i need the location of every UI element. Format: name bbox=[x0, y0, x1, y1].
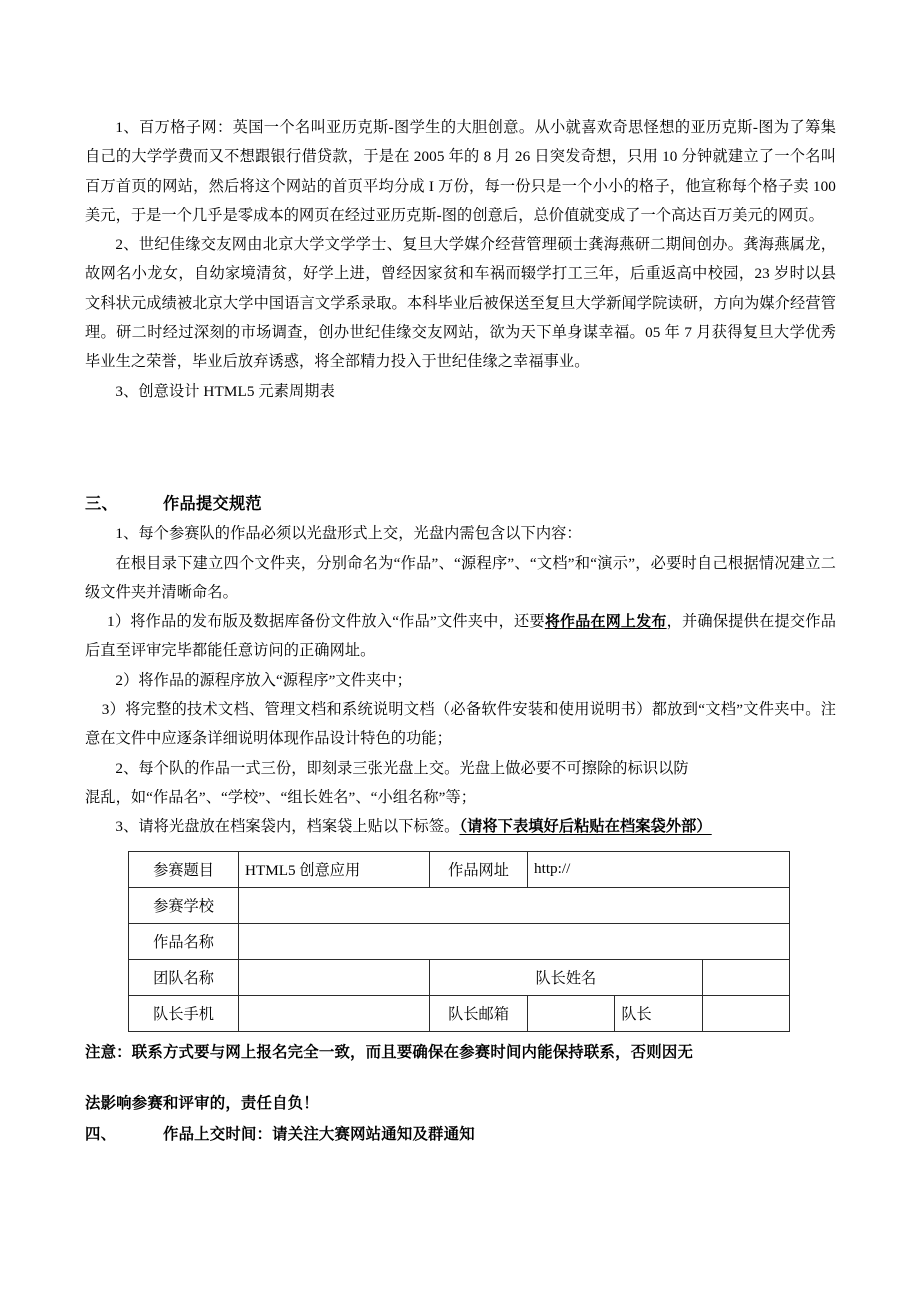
cell-value-leader[interactable] bbox=[702, 995, 789, 1031]
submission-paragraph-2: 在根目录下建立四个文件夹，分别命名为“作品”、“源程序”、“文档”和“演示”，必要时自己根据情况建立二级文件夹并清晰命名。 bbox=[85, 554, 836, 601]
footer-note-line-1: 注意：联系方式要与网上报名完全一致，而且要确保在参赛时间内能保持联系，否则因无 bbox=[85, 1043, 694, 1061]
cell-value-team-name[interactable] bbox=[239, 959, 430, 995]
cell-label-leader-email: 队长邮箱 bbox=[430, 995, 528, 1031]
submission-paragraph-5: 3）将完整的技术文档、管理文档和系统说明文档（必备软件安装和使用说明书）都放到“文档”文件夹中。注意在文件中应逐条详细说明体现作品设计特色的功能； bbox=[85, 701, 836, 748]
table-row bbox=[129, 887, 790, 923]
cell-label-leader-name: 队长姓名 bbox=[430, 959, 703, 995]
section-heading-four bbox=[85, 1120, 836, 1149]
cell-label-topic: 参赛题目 bbox=[129, 851, 239, 887]
paragraph-item-1: 1、百万格子网：英国一个名叫亚历克斯-图学生的大胆创意。从小就喜欢奇思怪想的亚历克斯-图为了筹集自己的大学学费而又不想跟银行借贷款，于是在 2005 年的 8 月 26 日突发奇想，只用 10 分钟就建立了一个名叫百万首页的网站，然后将这个网站的首页平均分成 I 万份，每一份只是一个小小的格子，他宣称每个格子卖 100 美元，于是一个几乎是零成本的网页在经过亚历克斯-图的创意后，总价值就变成了一个高达百万美元的网页。 bbox=[85, 119, 836, 224]
section-heading-three bbox=[85, 490, 836, 519]
section-four-number: 四、 bbox=[85, 1126, 117, 1144]
cell-label-leader-phone: 队长手机 bbox=[129, 995, 239, 1031]
cell-value-topic[interactable]: HTML5 创意应用 bbox=[239, 851, 430, 887]
submission-paragraph-8 bbox=[85, 812, 836, 841]
cell-value-leader-name[interactable] bbox=[702, 959, 789, 995]
cell-value-school[interactable] bbox=[239, 887, 790, 923]
submission-p8-emphasis: （请将下表填好后粘贴在档案袋外部） bbox=[459, 818, 712, 836]
table-row bbox=[129, 923, 790, 959]
submission-p3-before: 1）将作品的发布版及数据库备份文件放入“作品”文件夹中，还要 bbox=[107, 613, 545, 631]
cell-value-work-name[interactable] bbox=[239, 923, 790, 959]
cell-label-leader: 队长 bbox=[615, 995, 702, 1031]
submission-p3-after: ，并确保提供在提交作品后直至评审完毕都能任意访问的正确网址。 bbox=[85, 613, 836, 660]
section-three-number: 三、 bbox=[85, 494, 118, 513]
table-row bbox=[129, 959, 790, 995]
section-three-title: 作品提交规范 bbox=[163, 494, 262, 513]
submission-paragraph-4: 2）将作品的源程序放入“源程序”文件夹中； bbox=[115, 671, 412, 689]
submission-paragraph-6: 2、每个队的作品一式三份，即刻录三张光盘上交。光盘上做必要不可擦除的标识以防 bbox=[115, 759, 689, 777]
paragraph-item-3: 3、创意设计 HTML5 元素周期表 bbox=[115, 382, 335, 400]
vertical-spacer bbox=[85, 406, 836, 490]
entry-form-table bbox=[128, 851, 790, 1032]
cell-label-work-name: 作品名称 bbox=[129, 923, 239, 959]
submission-p3-emphasis: 将作品在网上发布 bbox=[544, 613, 667, 631]
table-row bbox=[129, 995, 790, 1031]
cell-value-leader-phone[interactable] bbox=[239, 995, 430, 1031]
submission-p8-before: 3、请将光盘放在档案袋内，档案袋上贴以下标签。 bbox=[115, 818, 460, 836]
table-row bbox=[129, 851, 790, 887]
cell-value-url[interactable]: http:// bbox=[528, 851, 790, 887]
document-content bbox=[85, 113, 836, 1149]
submission-paragraph-7: 混乱，如“作品名”、“学校”、“组长姓名”、“小组名称”等； bbox=[85, 788, 477, 806]
cell-label-url: 作品网址 bbox=[430, 851, 528, 887]
cell-label-school: 参赛学校 bbox=[129, 887, 239, 923]
cell-label-team-name: 团队名称 bbox=[129, 959, 239, 995]
submission-paragraph-1: 1、每个参赛队的作品必须以光盘形式上交，光盘内需包含以下内容： bbox=[115, 525, 582, 543]
cell-value-leader-email[interactable] bbox=[528, 995, 615, 1031]
footer-note-line-2: 法影响参赛和评审的，责任自负！ bbox=[85, 1094, 319, 1112]
section-four-text: 作品上交时间：请关注大赛网站通知及群通知 bbox=[163, 1126, 475, 1144]
paragraph-item-2: 2、世纪佳缘交友网由北京大学文学学士、复旦大学媒介经营管理硕士龚海燕研二期间创办。龚海燕属龙，故网名小龙女，自幼家境清贫，好学上进，曾经因家贫和车祸而辍学打工三年，后重返高中校园，23 岁时以县文科状元成绩被北京大学中国语言文学系录取。本科毕业后被保送至复旦大学新闻学院读研，方向为媒介经营管理。研二时经过深刻的市场调查，创办世纪佳缘交友网站，欲为天下单身谋幸福。05 年 7 月获得复旦大学优秀毕业生之荣誉，毕业后放弃诱惑，将全部精力投入于世纪佳缘之幸福事业。 bbox=[85, 236, 836, 371]
submission-paragraph-3 bbox=[85, 607, 836, 666]
